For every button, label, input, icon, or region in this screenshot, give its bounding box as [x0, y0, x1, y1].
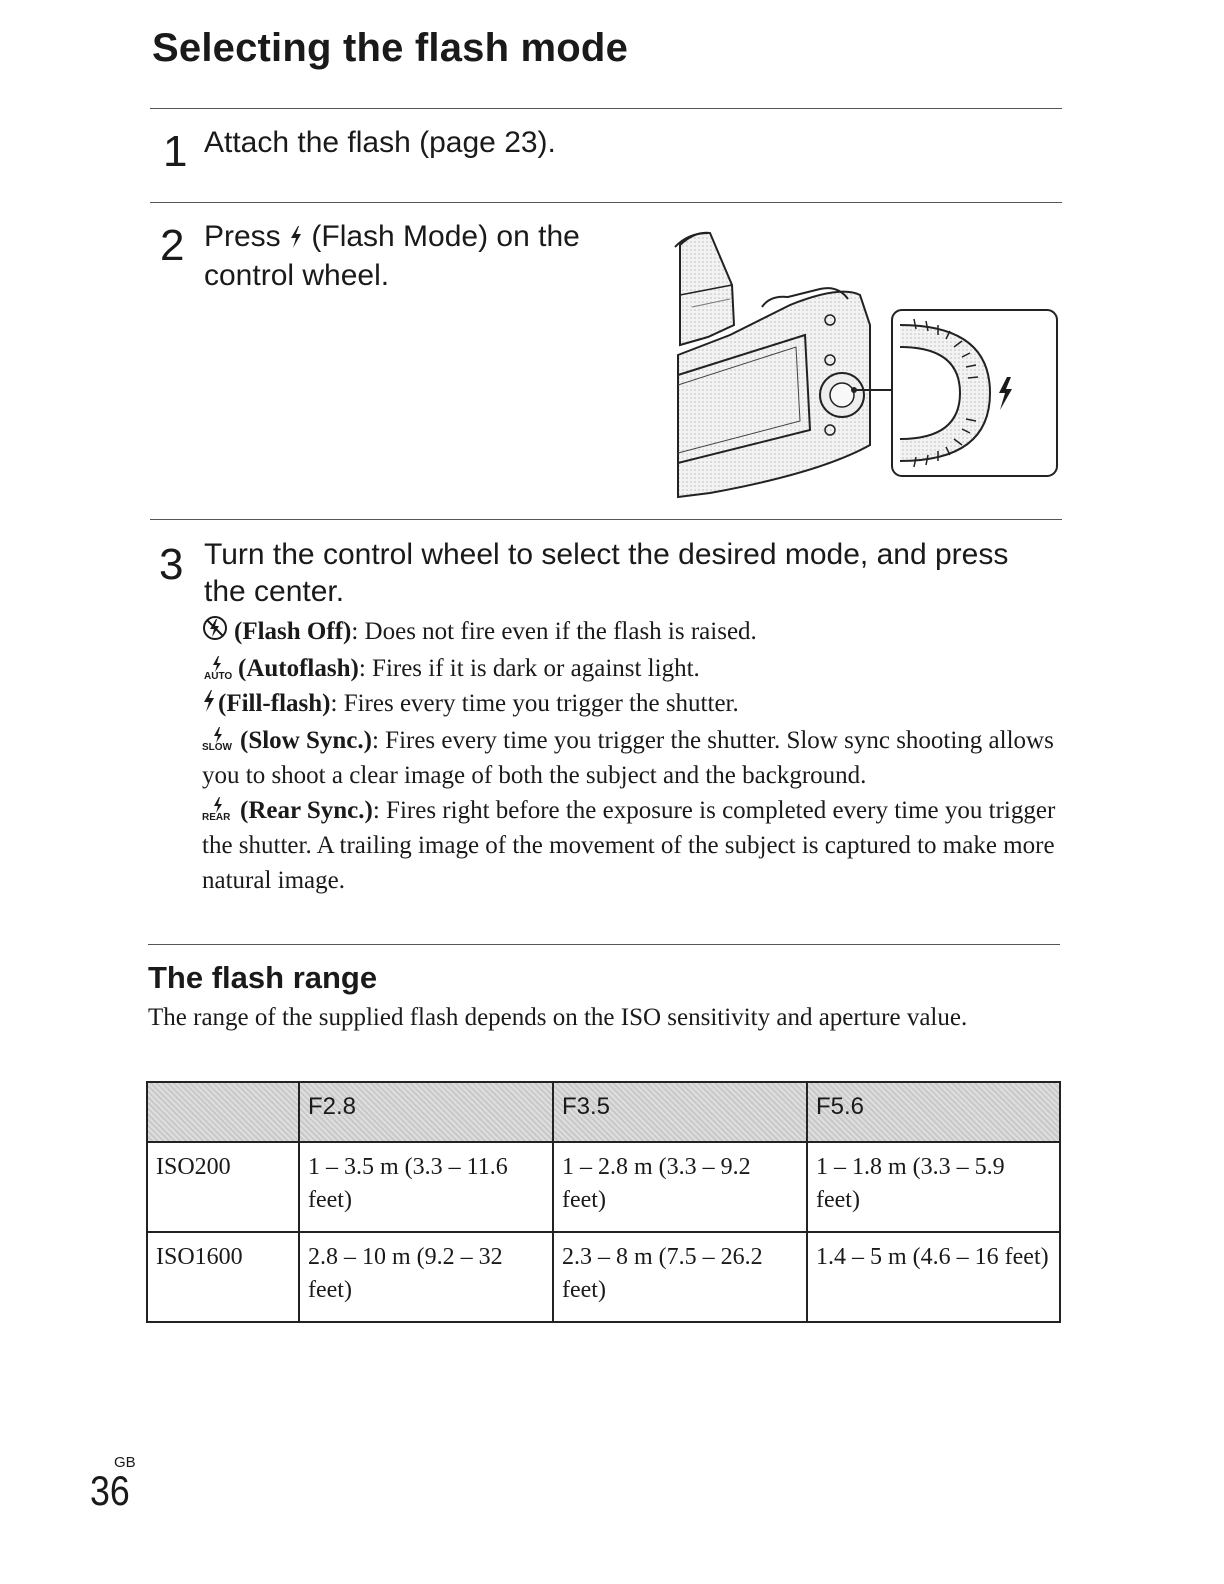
table-cell: 1 – 3.5 m (3.3 – 11.6 feet)	[299, 1142, 553, 1232]
mode-description: : Fires right before the exposure is completed every time you trigger the shutter. A trailing image of the movement of the subject is captured to make more natural image.	[202, 797, 1056, 895]
mode-name: (Flash Off)	[234, 618, 352, 645]
divider	[148, 944, 1060, 945]
step-3-number: 3	[159, 540, 184, 589]
mode-description: : Fires if it is dark or against light.	[358, 655, 700, 683]
region-label: GB	[114, 1454, 136, 1471]
mode-name: (Rear Sync.)	[240, 797, 373, 825]
rear-sync-icon	[202, 797, 234, 827]
table-cell: 2.8 – 10 m (9.2 – 32 feet)	[299, 1232, 553, 1322]
table-cell: 1 – 1.8 m (3.3 – 5.9 feet)	[807, 1142, 1060, 1232]
slow-sync-icon-label: SLOW	[202, 742, 232, 754]
table-header-row	[147, 1082, 1060, 1142]
autoflash-icon	[202, 656, 232, 686]
step-1-text: Attach the flash (page 23).	[204, 126, 556, 159]
flash-range-table	[146, 1081, 1061, 1323]
mode-description: : Does not fire even if the flash is raised.	[351, 618, 757, 645]
table-row	[147, 1142, 1060, 1232]
table-header-cell	[147, 1082, 299, 1142]
mode-rear-sync	[202, 793, 1062, 898]
step-2-text-before: Press	[204, 220, 281, 253]
table-row-label: ISO1600	[147, 1232, 299, 1322]
fill-flash-icon	[202, 688, 216, 723]
table-header-cell: F2.8	[299, 1082, 553, 1142]
step-3-text: Turn the control wheel to select the desired mode, and press the center.	[204, 538, 1009, 608]
camera-control-wheel-illustration	[670, 225, 1065, 505]
mode-name: (Fill-flash)	[218, 690, 331, 718]
table-header-cell: F3.5	[553, 1082, 807, 1142]
page-title: Selecting the flash mode	[152, 26, 629, 70]
autoflash-icon-label: AUTO	[204, 670, 233, 682]
table-row	[147, 1232, 1060, 1322]
step-2-text	[204, 218, 634, 294]
flash-range-intro: The range of the supplied flash depends on the ISO sensitivity and aperture value.	[148, 1004, 968, 1031]
mode-name: (Autoflash)	[238, 655, 359, 683]
slow-sync-icon	[202, 727, 234, 757]
step-1-number: 1	[163, 127, 188, 176]
flash-range-heading: The flash range	[148, 960, 378, 995]
mode-autoflash	[202, 651, 1062, 686]
table-cell: 2.3 – 8 m (7.5 – 26.2 feet)	[553, 1232, 807, 1322]
mode-flash-off	[202, 614, 1062, 651]
divider	[150, 519, 1062, 520]
mode-description: : Fires every time you trigger the shutter.	[330, 690, 739, 718]
flash-mode-list	[202, 614, 1062, 898]
divider	[150, 108, 1062, 109]
table-row-label: ISO200	[147, 1142, 299, 1232]
page-number: 36	[90, 1467, 130, 1514]
table-cell: 1 – 2.8 m (3.3 – 9.2 feet)	[553, 1142, 807, 1232]
step-2-number: 2	[160, 221, 185, 270]
mode-description: : Fires every time you trigger the shutter. Slow sync shooting allows you to shoot a clear image of both the subject and the background.	[202, 727, 1054, 790]
rear-sync-icon-label: REAR	[202, 812, 231, 824]
mode-slow-sync	[202, 723, 1062, 793]
divider	[150, 202, 1062, 203]
flash-off-icon	[202, 615, 228, 651]
table-cell: 1.4 – 5 m (4.6 – 16 feet)	[807, 1232, 1060, 1322]
table-header-cell: F5.6	[807, 1082, 1060, 1142]
mode-fill-flash	[202, 686, 1062, 723]
step-2-text-after: (Flash Mode) on the control wheel.	[204, 220, 580, 292]
mode-name: (Slow Sync.)	[240, 727, 372, 755]
flash-icon	[289, 220, 303, 257]
